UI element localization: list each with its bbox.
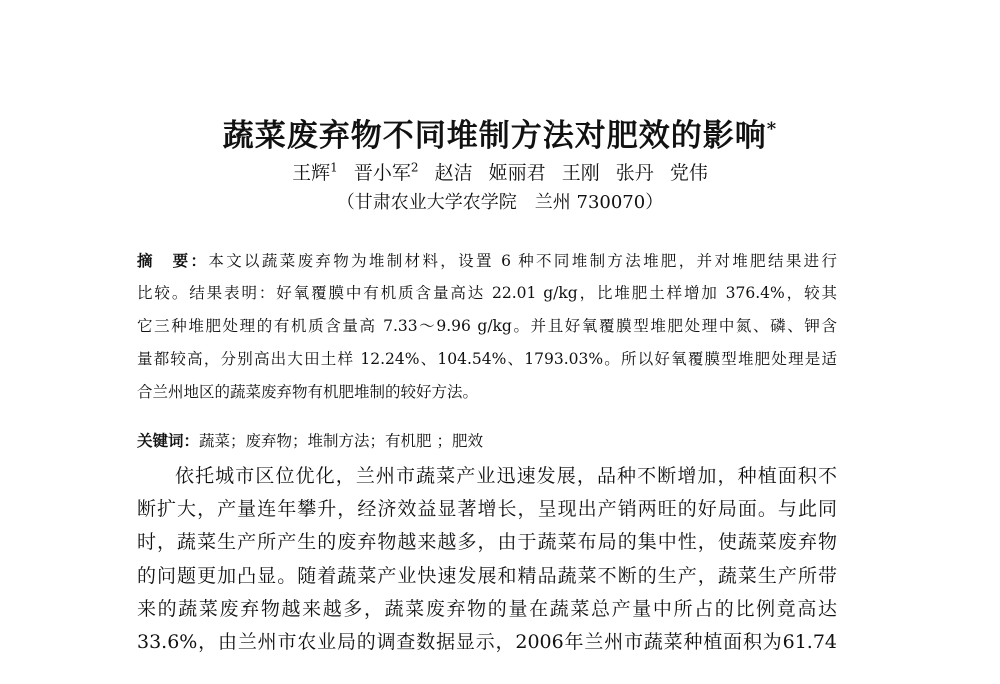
body-line: 时，蔬菜生产所产生的废弃物越来越多，由于蔬菜布局的集中性，使蔬菜废弃物 (137, 531, 837, 554)
title-text: 蔬菜废弃物不同堆制方法对肥效的影响 (222, 118, 767, 154)
body-line: 来的蔬菜废弃物越来越多，蔬菜废弃物的量在蔬菜总产量中所占的比例竟高达 (137, 597, 837, 620)
abstract-line: 比较。结果表明：好氧覆膜中有机质含量高达 22.01 g/kg，比堆肥土样增加 376.4%，较其 (137, 284, 837, 302)
body-line: 33.6%，由兰州市农业局的调查数据显示，2006年兰州市蔬菜种植面积为61.74 (137, 630, 837, 653)
author: 赵洁 (434, 162, 473, 184)
abstract-line: 它三种堆肥处理的有机质含量高 7.33～9.96 g/kg。并且好氧覆膜型堆肥处理中氮、磷、钾含 (137, 317, 837, 335)
body-paragraph (137, 460, 837, 659)
body-line: 依托城市区位优化，兰州市蔬菜产业迅速发展，品种不断增加，种植面积不 (175, 465, 837, 487)
abstract (137, 244, 837, 409)
abstract-line: 量都较高，分别高出大田土样 12.24%、104.54%、1793.03%。所以好氧覆膜型堆肥处理是适 (137, 350, 837, 368)
author: 晋小军$^2$ (353, 160, 419, 184)
body-line: 的问题更加凸显。随着蔬菜产业快速发展和精品蔬菜不断的生产，蔬菜生产所带 (137, 564, 837, 587)
author: 王辉$^1$ (292, 160, 338, 184)
affiliation: （甘肃农业大学农学院 兰州 730070） (336, 192, 664, 213)
title-footnote-mark: * (766, 118, 778, 140)
author: 张丹 (615, 162, 654, 184)
keywords-label: 关键词： (137, 431, 200, 450)
abstract-label: 摘 要： (137, 251, 209, 270)
abstract-line: 合兰州地区的蔬菜废弃物有机肥堆制的较好方法。 (137, 383, 479, 401)
author: 王刚 (561, 162, 600, 184)
author: 党伟 (669, 162, 708, 184)
author: 姬丽君 (488, 162, 546, 184)
body-line: 断扩大，产量连年攀升，经济效益显著增长，呈现出产销两旺的好局面。与此同 (137, 498, 837, 521)
paper-title (0, 110, 1000, 155)
author-list (0, 158, 1000, 185)
keywords-text: 蔬菜；废弃物；堆制方法；有机肥 ；肥效 (199, 432, 483, 450)
keywords (137, 426, 837, 456)
abstract-line: 摘 要：本文以蔬菜废弃物为堆制材料，设置 6 种不同堆制方法堆肥，并对堆肥结果进行 (137, 251, 837, 270)
